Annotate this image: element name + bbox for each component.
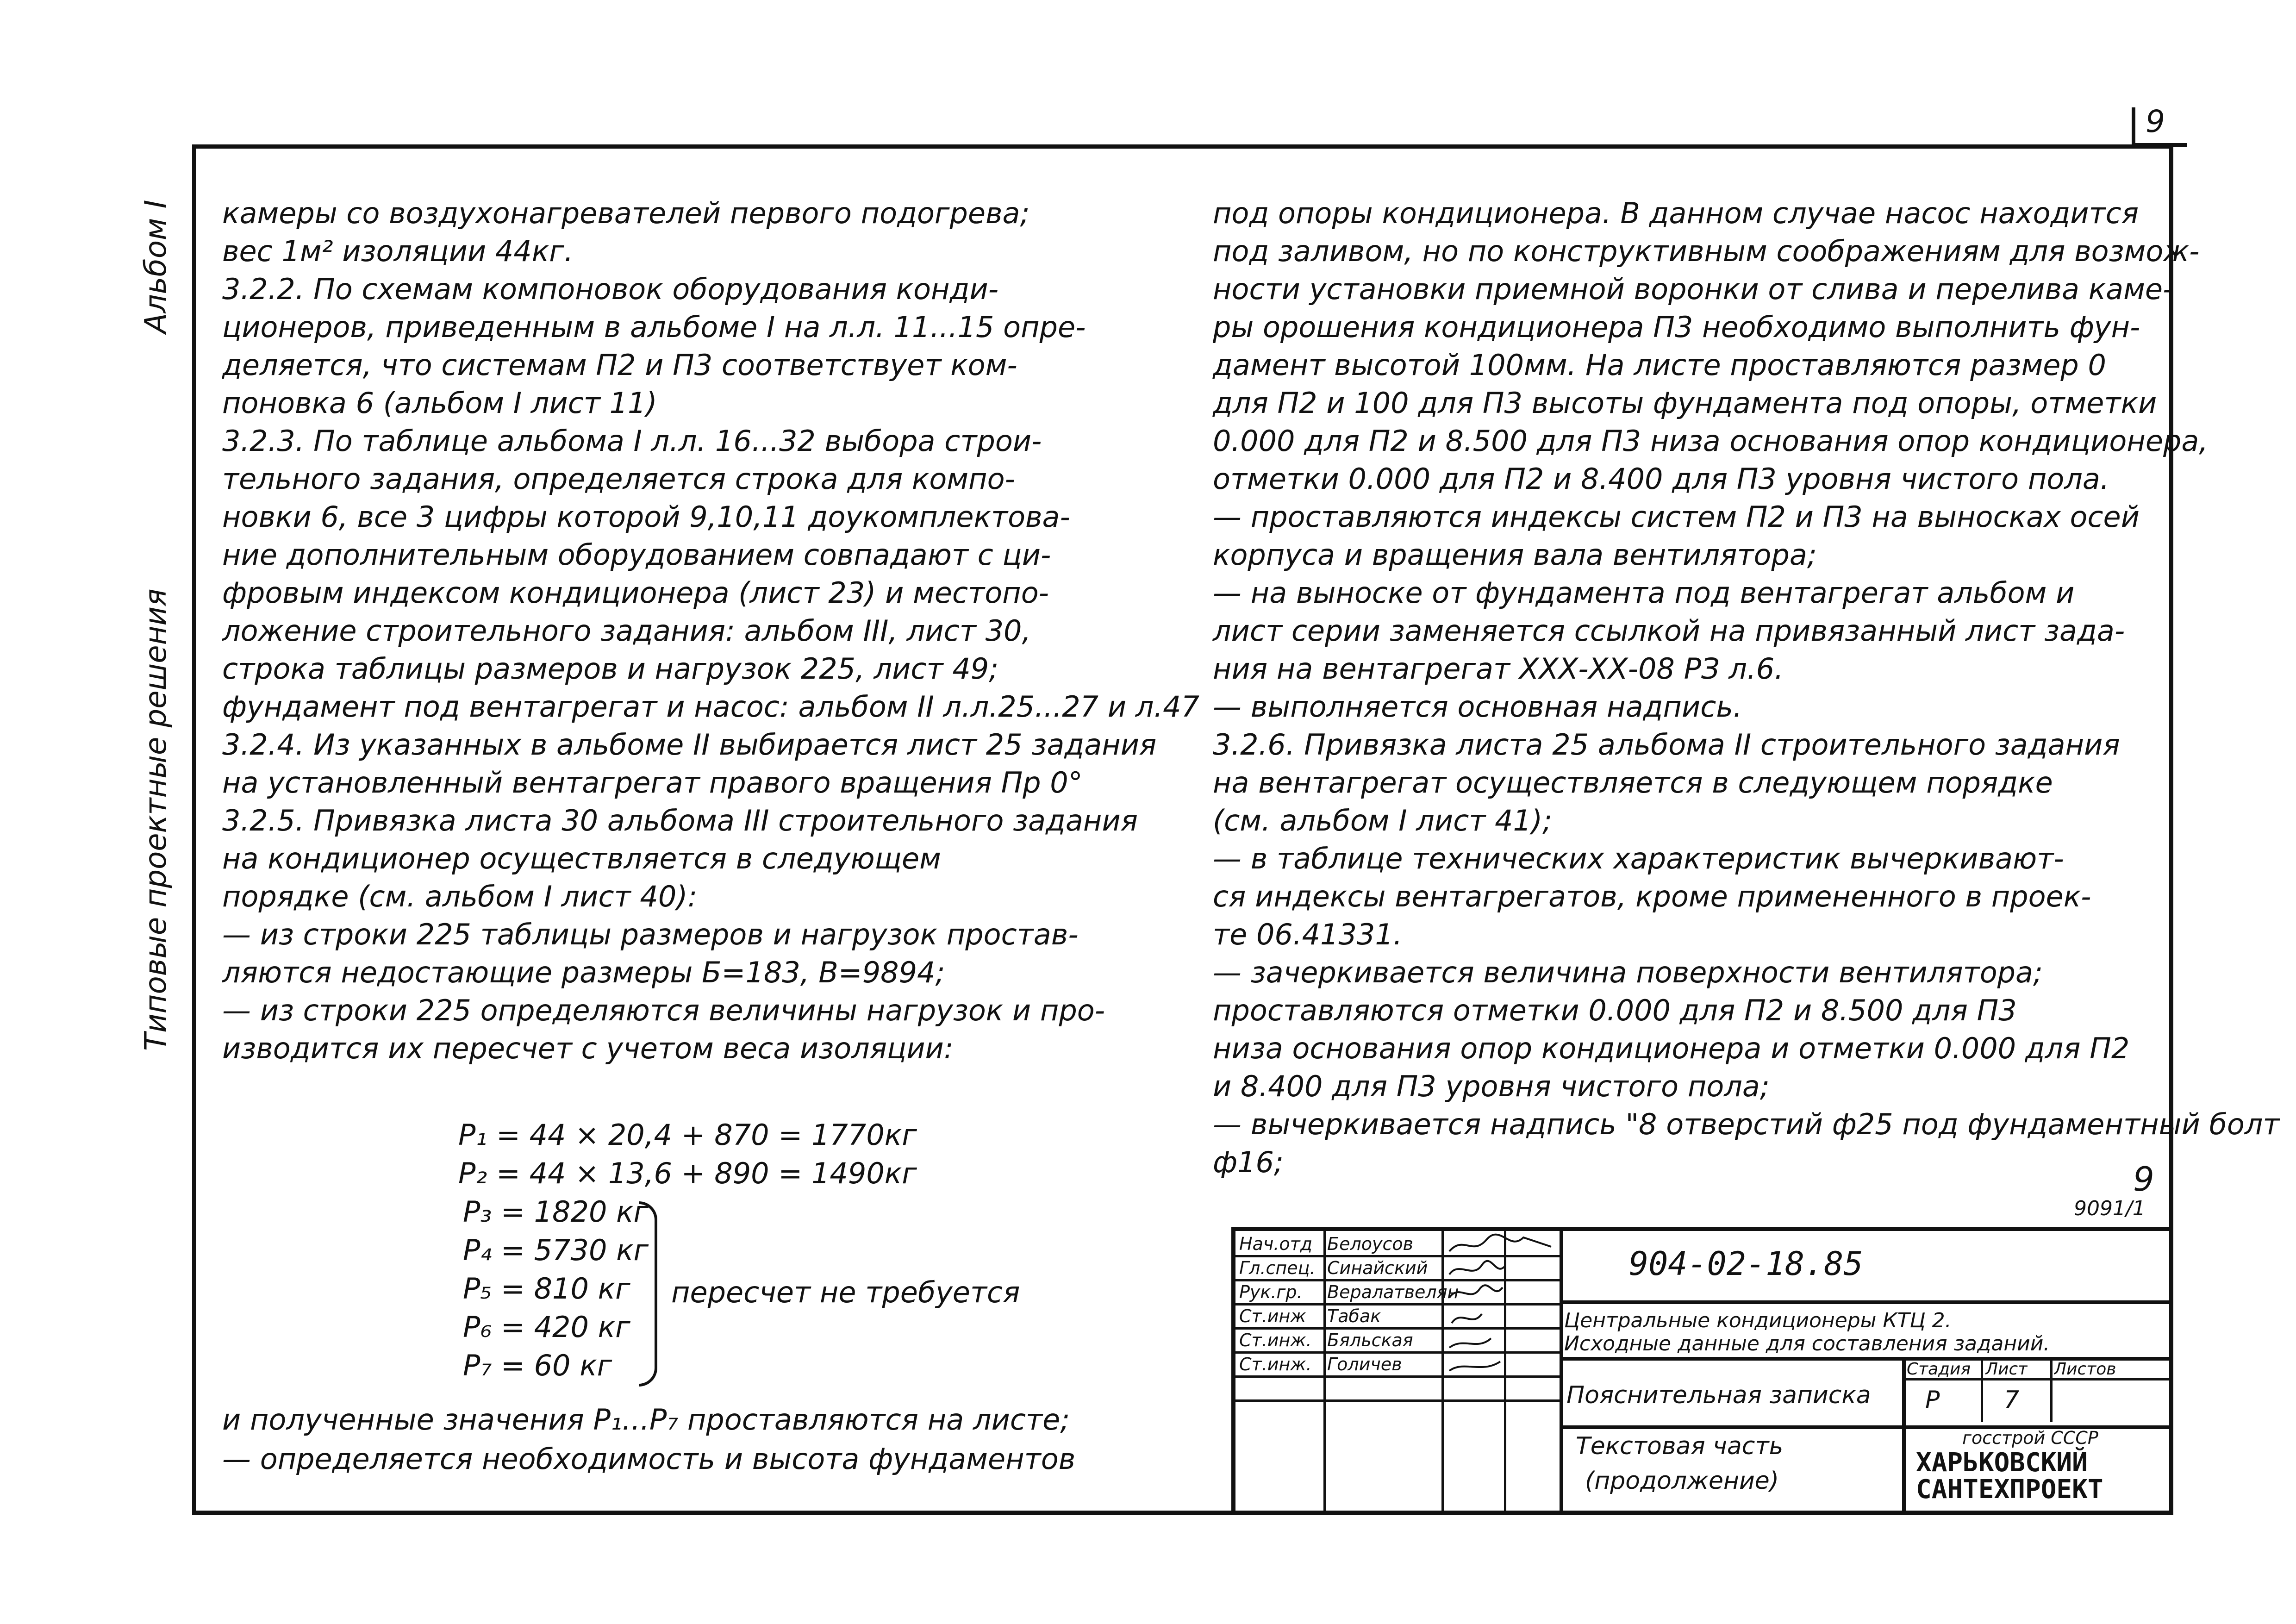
page-number-box [2132, 104, 2187, 147]
text-line: под опоры кондиционера. В данном случае насос находится [1213, 196, 2139, 230]
text-line: низа основания опор кондиционера и отметки 0.000 для П2 [1213, 1031, 2130, 1065]
tb-vline [1323, 1231, 1326, 1515]
text-line: 3.2.2. По схемам компоновок оборудования конди- [222, 272, 999, 306]
text-line: порядке (см. альбом I лист 40): [222, 880, 698, 913]
formula-line: P₂ = 44 × 13,6 + 890 = 1490кг [458, 1156, 917, 1190]
text-line: ф16; [1213, 1145, 1284, 1179]
right-text-column [1213, 194, 2280, 1181]
text-line: 3.2.4. Из указанных в альбоме II выбирается лист 25 задания [222, 728, 1157, 762]
text-line: — выполняется основная надпись. [1213, 690, 1742, 724]
text-line: и 8.400 для П3 уровня чистого пола; [1213, 1069, 1770, 1103]
text-line: фровым индексом кондиционера (лист 23) и местопо- [222, 576, 1049, 610]
sheet-value: 7 [2004, 1386, 2020, 1414]
text-line: ния на вентагрегат ХХХ-ХХ-08 РЗ л.6. [1213, 652, 1784, 686]
staff-role: Гл.спец. [1239, 1258, 1316, 1278]
text-line: (см. альбом I лист 41); [1213, 804, 1553, 837]
side-title-label: Типовые проектные решения [139, 588, 173, 1051]
staff-name: Бяльская [1327, 1330, 1413, 1350]
text-line: — вычеркивается надпись "8 отверстий ф25 под фундаментный болт [1213, 1107, 2280, 1141]
text-line: ности установки приемной воронки от слива и перелива каме- [1213, 272, 2173, 306]
document-name: Пояснительная записка [1566, 1381, 1871, 1409]
left-tail-line-1: и полученные значения P₁...P₇ проставляются на листе; [222, 1403, 1070, 1437]
org-name-line-2: САНТЕХПРОЕКТ [1916, 1474, 2103, 1505]
subject-line-1: Центральные кондиционеры КТЦ 2. [1564, 1309, 1952, 1332]
formula-line: P₃ = 1820 кг [463, 1195, 649, 1229]
staff-role: Ст.инж. [1239, 1354, 1312, 1374]
org-ministry: госстрой СССР [1962, 1428, 2098, 1448]
staff-role: Рук.гр. [1239, 1282, 1303, 1302]
left-text-column [222, 194, 1200, 1068]
tb-vline [2050, 1357, 2053, 1422]
tb-vline [1441, 1231, 1444, 1515]
text-line: для П2 и 100 для П3 высоты фундамента под опоры, отметки [1213, 386, 2157, 420]
staff-role: Нач.отд [1239, 1234, 1313, 1254]
text-line: 3.2.5. Привязка листа 30 альбома III строительного задания [222, 804, 1138, 837]
text-line: ционеров, приведенным в альбоме I на л.л. 11...15 опре- [222, 310, 1086, 344]
text-line: изводится их пересчет с учетом веса изоляции: [222, 1031, 954, 1065]
title-block [1231, 1227, 2173, 1515]
formula-line: P₁ = 44 × 20,4 + 870 = 1770кг [458, 1118, 917, 1152]
text-line: — проставляются индексы систем П2 и П3 на выносках осей [1213, 500, 2140, 534]
text-line: на вентагрегат осуществляется в следующем порядке [1213, 766, 2053, 800]
text-line: ся индексы вентагрегатов, кроме примененного в проек- [1213, 880, 2091, 913]
brace [639, 1201, 657, 1387]
left-tail-line-2: — определяется необходимость и высота фундаментов [222, 1442, 1076, 1476]
text-line: те 06.41331. [1213, 918, 1403, 951]
text-line: тельного задания, определяется строка для компо- [222, 462, 1015, 496]
text-line: — на выноске от фундамента под вентагрегат альбом и [1213, 576, 2075, 610]
text-line: строка таблицы размеров и нагрузок 225, лист 49; [222, 652, 999, 686]
text-line: ры орошения кондиционера П3 необходимо выполнить фун- [1213, 310, 2140, 344]
document-code: 904-02-18.85 [1629, 1245, 1863, 1283]
stage-value: Р [1925, 1386, 1940, 1414]
side-album-label: Альбом I [139, 200, 173, 333]
sheet-header: Лист [1985, 1360, 2028, 1379]
formula-line: P₅ = 810 кг [463, 1272, 630, 1305]
subject-line-2: Исходные данные для составления заданий. [1564, 1332, 2050, 1355]
text-line: корпуса и вращения вала вентилятора; [1213, 538, 1817, 572]
tb-vline [1981, 1357, 1983, 1422]
corner-sheet-number: 9 [2133, 1160, 2154, 1199]
sheets-header: Листов [2054, 1360, 2116, 1379]
tb-hline [1235, 1375, 1560, 1378]
text-line: под заливом, но по конструктивным соображениям для возмож- [1213, 234, 2200, 268]
text-line: — в таблице технических характеристик вычеркивают- [1213, 842, 2064, 875]
text-line: 3.2.6. Привязка листа 25 альбома II строительного задания [1213, 728, 2120, 762]
part-line-2: (продолжение) [1585, 1467, 1779, 1495]
text-line: 0.000 для П2 и 8.500 для П3 низа основания опор кондиционера, [1213, 424, 2209, 458]
text-line: — из строки 225 определяются величины нагрузок и про- [222, 993, 1105, 1027]
text-line: новки 6, все 3 цифры которой 9,10,11 доукомплектова- [222, 500, 1070, 534]
text-line: камеры со воздухонагревателей первого подогрева; [222, 196, 1030, 230]
text-line: — зачеркивается величина поверхности вентилятора; [1213, 956, 2043, 989]
text-line: дамент высотой 100мм. На листе проставляются размер 0 [1213, 348, 2106, 382]
org-name-line-1: ХАРЬКОВСКИЙ [1916, 1448, 2088, 1478]
text-line: 3.2.3. По таблице альбома I л.л. 16...32 выбора строи- [222, 424, 1042, 458]
staff-name: Голичев [1327, 1354, 1402, 1374]
text-line: на установленный вентагрегат правого вращения Пр 0° [222, 766, 1083, 800]
text-line: вес 1м² изоляции 44кг. [222, 234, 574, 268]
formula-line: P₄ = 5730 кг [463, 1233, 649, 1267]
signatures-icon [1445, 1233, 1558, 1374]
staff-role: Ст.инж [1239, 1306, 1306, 1326]
tb-hline [1235, 1399, 1560, 1402]
staff-role: Ст.инж. [1239, 1330, 1312, 1350]
staff-name: Синайский [1327, 1258, 1428, 1278]
tb-vline [1902, 1357, 1906, 1515]
text-line: — из строки 225 таблицы размеров и нагрузок простав- [222, 918, 1079, 951]
text-line: фундамент под вентагрегат и насос: альбом II л.л.25...27 и л.47 [222, 690, 1200, 724]
part-line-1: Текстовая часть [1576, 1432, 1784, 1460]
text-line: ложение строительного задания: альбом III, лист 30, [222, 614, 1031, 648]
formula-line: P₆ = 420 кг [463, 1310, 630, 1344]
text-line: на кондиционер осуществляется в следующем [222, 842, 941, 875]
tb-vline [1560, 1231, 1563, 1515]
text-line: отметки 0.000 для П2 и 8.400 для П3 уровня чистого пола. [1213, 462, 2109, 496]
text-line: деляется, что системам П2 и П3 соответствует ком- [222, 348, 1017, 382]
brace-note: пересчет не требуется [671, 1275, 1020, 1309]
staff-name: Табак [1327, 1306, 1381, 1326]
staff-name: Вералатвелян [1327, 1282, 1459, 1302]
text-line: поновка 6 (альбом I лист 11) [222, 386, 657, 420]
text-line: проставляются отметки 0.000 для П2 и 8.500 для П3 [1213, 993, 2017, 1027]
formula-line: P₇ = 60 кг [463, 1349, 612, 1382]
text-line: лист серии заменяется ссылкой на привязанный лист зада- [1213, 614, 2125, 648]
stage-header: Стадия [1907, 1360, 1971, 1379]
tb-hline [1560, 1300, 2173, 1304]
text-line: ние дополнительным оборудованием совпадают с ци- [222, 538, 1051, 572]
staff-name: Белоусов [1327, 1234, 1414, 1254]
corner-inventory-number: 9091/1 [2074, 1197, 2146, 1220]
text-line: ляются недостающие размеры Б=183, В=9894; [222, 956, 945, 989]
page-number: 9 [2146, 104, 2165, 139]
